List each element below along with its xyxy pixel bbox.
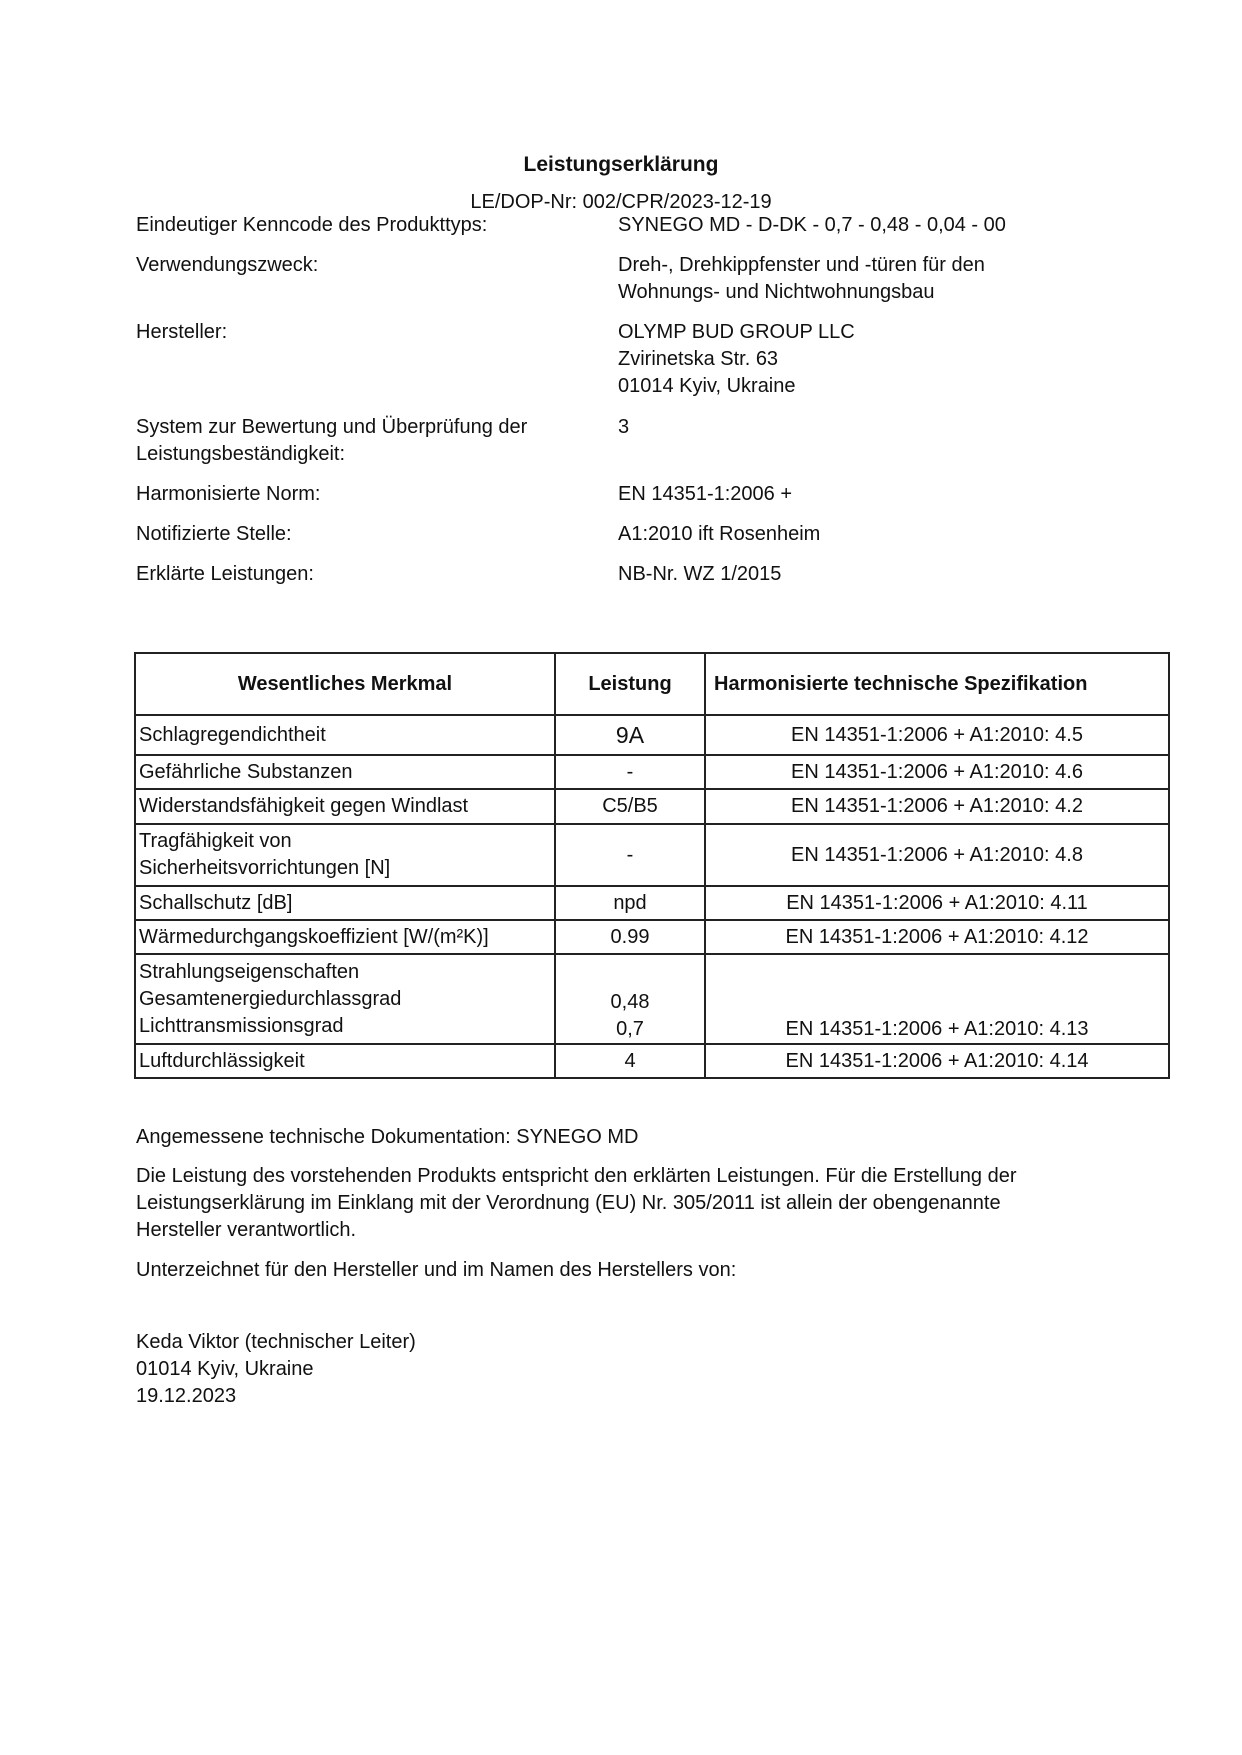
performance-cell: 4 <box>555 1044 705 1078</box>
signature-date: 19.12.2023 <box>136 1385 237 1407</box>
table-row <box>135 1044 1169 1078</box>
signatory-name: Keda Viktor (technischer Leiter) <box>136 1331 416 1353</box>
norm-label: Harmonisierte Norm: <box>136 483 321 505</box>
feature-cell: Schlagregendichtheit <box>135 715 555 755</box>
manufacturer-value <box>618 319 1098 400</box>
manufacturer-street: Zvirinetska Str. 63 <box>618 348 779 370</box>
feature-cell <box>135 824 555 886</box>
feature-line: Tragfähigkeit von <box>139 830 292 852</box>
notified-body-value: A1:2010 ift Rosenheim <box>618 523 821 545</box>
spec-cell: EN 14351-1:2006 + A1:2010: 4.5 <box>705 715 1169 755</box>
manufacturer-label: Hersteller: <box>136 321 228 343</box>
system-label-line: Leistungsbeständigkeit: <box>136 443 346 465</box>
table-row <box>135 715 1169 755</box>
system-value: 3 <box>618 416 630 438</box>
product-code-value: SYNEGO MD - D-DK - 0,7 - 0,48 - 0,04 - 00 <box>618 214 1006 236</box>
header-specification: Harmonisierte technische Spezifikation <box>705 653 1169 715</box>
norm-value: EN 14351-1:2006 + <box>618 483 793 505</box>
table-row <box>135 954 1169 1044</box>
signed-for-line: Unterzeichnet für den Hersteller und im Namen des Herstellers von: <box>136 1259 737 1281</box>
performance-line: 0,7 <box>616 1018 644 1040</box>
feature-cell: Schallschutz [dB] <box>135 886 555 920</box>
purpose-line: Dreh-, Drehkippfenster und -türen für den <box>618 254 985 276</box>
manufacturer-city: 01014 Kyiv, Ukraine <box>618 375 796 397</box>
system-label <box>136 414 576 468</box>
performance-table <box>134 652 1170 1079</box>
performance-cell: 9A <box>555 715 705 755</box>
feature-line: Strahlungseigenschaften <box>139 960 360 983</box>
feature-cell: Gefährliche Substanzen <box>135 755 555 789</box>
statement-line: Die Leistung des vorstehenden Produkts entspricht den erklärten Leistungen. Für die Erstellung der <box>136 1165 1017 1187</box>
table-row <box>135 789 1169 824</box>
documentation-line: Angemessene technische Dokumentation: SYNEGO MD <box>136 1126 639 1148</box>
spec-cell: EN 14351-1:2006 + A1:2010: 4.11 <box>705 886 1169 920</box>
feature-cell: Luftdurchlässigkeit <box>135 1044 555 1078</box>
feature-line: Lichttransmissionsgrad <box>139 1014 344 1037</box>
spec-cell: EN 14351-1:2006 + A1:2010: 4.2 <box>705 789 1169 824</box>
spec-cell: EN 14351-1:2006 + A1:2010: 4.12 <box>705 920 1169 954</box>
performance-line: 0,48 <box>610 991 650 1013</box>
purpose-value <box>618 252 1098 306</box>
statement-line: Leistungserklärung im Einklang mit der Verordnung (EU) Nr. 305/2011 ist allein der obengenannte <box>136 1192 1001 1214</box>
statement-paragraph <box>136 1163 1096 1244</box>
performance-cell: - <box>555 824 705 886</box>
feature-cell: Widerstandsfähigkeit gegen Windlast <box>135 789 555 824</box>
notified-body-label: Notifizierte Stelle: <box>136 523 292 545</box>
table-row <box>135 886 1169 920</box>
system-label-line: System zur Bewertung und Überprüfung der <box>136 416 528 438</box>
signature-place: 01014 Kyiv, Ukraine <box>136 1358 314 1380</box>
feature-line: Gesamtenergiedurchlassgrad <box>139 987 402 1010</box>
feature-line: Sicherheitsvorrichtungen [N] <box>139 857 391 879</box>
performance-cell: 0.99 <box>555 920 705 954</box>
document-number: LE/DOP-Nr: 002/CPR/2023-12-19 <box>470 191 772 213</box>
table-header-row <box>135 653 1169 715</box>
performance-cell: npd <box>555 886 705 920</box>
header-feature: Wesentliches Merkmal <box>135 653 555 715</box>
product-code-label: Eindeutiger Kenncode des Produkttyps: <box>136 214 488 236</box>
performance-cell <box>555 954 705 1044</box>
feature-cell: Wärmedurchgangskoeffizient [W/(m²K)] <box>135 920 555 954</box>
table-row <box>135 824 1169 886</box>
performance-cell: C5/B5 <box>555 789 705 824</box>
statement-line: Hersteller verantwortlich. <box>136 1219 357 1241</box>
performance-cell: - <box>555 755 705 789</box>
spec-cell: EN 14351-1:2006 + A1:2010: 4.13 <box>705 954 1169 1044</box>
purpose-label: Verwendungszweck: <box>136 254 319 276</box>
feature-cell <box>135 954 555 1044</box>
declared-value: NB-Nr. WZ 1/2015 <box>618 563 782 585</box>
declared-label: Erklärte Leistungen: <box>136 563 314 585</box>
table-row <box>135 755 1169 789</box>
manufacturer-name: OLYMP BUD GROUP LLC <box>618 321 855 343</box>
signature-block <box>136 1329 1096 1410</box>
header-performance: Leistung <box>555 653 705 715</box>
spec-cell: EN 14351-1:2006 + A1:2010: 4.14 <box>705 1044 1169 1078</box>
table-row <box>135 920 1169 954</box>
purpose-line: Wohnungs- und Nichtwohnungsbau <box>618 281 935 303</box>
spec-cell: EN 14351-1:2006 + A1:2010: 4.6 <box>705 755 1169 789</box>
document-title: Leistungserklärung <box>523 153 719 176</box>
spec-cell: EN 14351-1:2006 + A1:2010: 4.8 <box>705 824 1169 886</box>
